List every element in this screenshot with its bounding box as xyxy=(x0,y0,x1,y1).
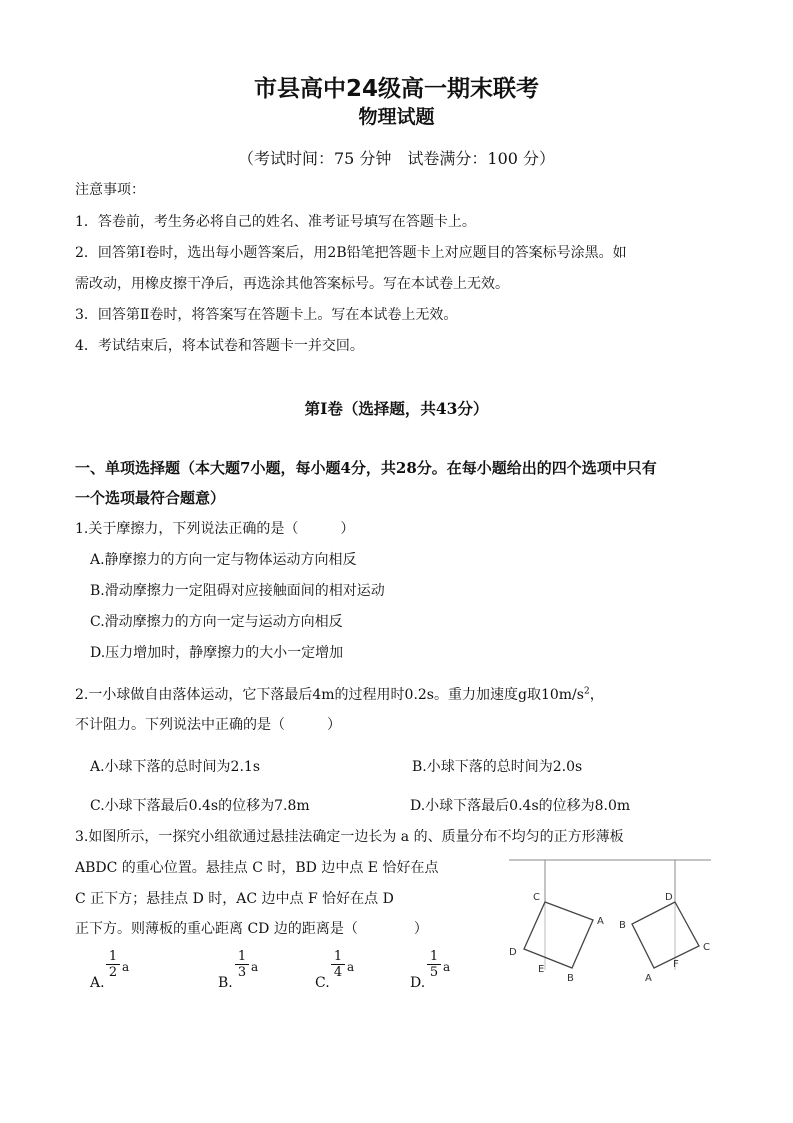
q1-stem: 1.关于摩擦力，下列说法正确的是（ ） xyxy=(75,521,355,537)
q3-figure xyxy=(505,852,715,987)
q2-stem: 2.一小球做自由落体运动，它下落最后4m的过程用时0.2s。重力加速度g取$10m/s^2$， xyxy=(75,686,604,703)
q3-stem-cont: C 正下方；悬挂点 D 时，AC 边中点 F 恰好在点 D xyxy=(75,891,394,907)
note-item: 4．考试结束后，将本试卷和答题卡一并交回。 xyxy=(75,338,364,354)
label-right-d: D xyxy=(665,892,673,903)
q2-option-c: C.小球下落最后0.4s的位移为7.8m xyxy=(90,798,310,814)
label-left-e: E xyxy=(538,964,545,975)
q3-stem-cont: ABDC 的重心位置。悬挂点 C 时，BD 边中点 E 恰好在点 xyxy=(75,860,439,876)
q1-option-d: D.压力增加时，静摩擦力的大小一定增加 xyxy=(90,645,344,661)
notes-heading: 注意事项： xyxy=(75,182,145,198)
label-left-c: C xyxy=(533,892,540,903)
q1-option-c: C.滑动摩擦力的方向一定与运动方向相反 xyxy=(90,614,343,630)
label-left-a: A xyxy=(597,916,604,927)
note-item: 2．回答第Ⅰ卷时，选出每小题答案后，用2B铅笔把答题卡上对应题目的答案标号涂黑。如 xyxy=(75,245,627,261)
section-title: 第Ⅰ卷（选择题，共43分） xyxy=(304,399,489,418)
q2-option-a: A.小球下落的总时间为2.1s xyxy=(90,759,261,775)
q2-stem-cont: 不计阻力。下列说法中正确的是（ ） xyxy=(75,717,341,733)
label-left-d: D xyxy=(509,947,517,958)
note-item: 需改动，用橡皮擦干净后，再选涂其他答案标号。写在本试卷上无效。 xyxy=(75,276,509,292)
label-right-b: B xyxy=(619,920,626,931)
exam-title: 市县高中24级高一期末联考 xyxy=(253,76,539,102)
square-plate-left xyxy=(524,902,593,968)
q2-option-d: D.小球下落最后0.4s的位移为8.0m xyxy=(410,798,631,814)
label-left-b: B xyxy=(567,973,574,984)
q1-option-a: A.静摩擦力的方向一定与物体运动方向相反 xyxy=(90,552,357,568)
label-right-f: F xyxy=(673,959,679,970)
note-item: 3．回答第Ⅱ卷时，将答案写在答题卡上。写在本试卷上无效。 xyxy=(75,307,458,323)
part-title-cont: 一个选项最符合题意） xyxy=(75,489,226,507)
q3-stem-cont: 正下方。则薄板的重心距离 CD 边的距离是（ ） xyxy=(75,921,428,937)
q1-option-b: B.滑动摩擦力一定阻碍对应接触面间的相对运动 xyxy=(90,583,385,599)
label-right-c: C xyxy=(703,942,710,953)
label-right-a: A xyxy=(645,973,652,984)
q3-stem: 3.如图所示，一探究小组欲通过悬挂法确定一边长为 a 的、质量分布不均匀的正方形薄板 xyxy=(75,829,624,845)
note-item: 1．答卷前，考生务必将自己的姓名、准考证号填写在答题卡上。 xyxy=(75,214,476,230)
exam-subtitle: 物理试题 xyxy=(358,106,435,128)
exam-info: （考试时间：75 分钟 试卷满分：100 分） xyxy=(237,149,556,168)
part-title: 一、单项选择题（本大题7小题，每小题4分，共28分。在每小题给出的四个选项中只有 xyxy=(75,459,657,477)
square-plate-right xyxy=(632,902,699,968)
q2-option-b: B.小球下落的总时间为2.0s xyxy=(412,759,583,775)
